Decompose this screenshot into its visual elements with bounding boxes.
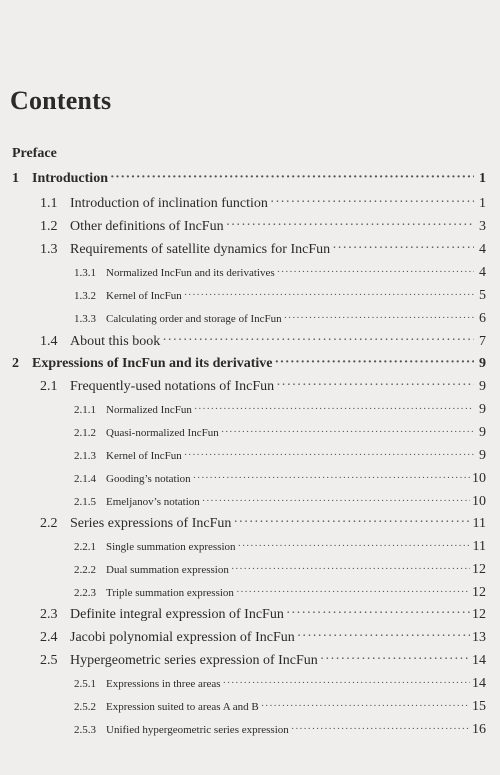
page-title: Contents [10,86,112,115]
toc-page-number: 11 [472,539,486,554]
toc-entry-2[interactable] [12,356,486,372]
dot-leader [275,355,475,369]
toc-page-number: 7 [479,334,486,349]
dot-leader [184,449,474,460]
toc-title: Other definitions of IncFun [70,219,224,234]
toc-page-number: 13 [472,630,486,645]
toc-entry-2-1-2[interactable] [74,425,486,441]
toc-number: 2.1.5 [74,496,96,508]
dot-leader [226,218,474,232]
dot-leader [223,677,470,688]
dot-leader [233,515,470,529]
toc-entry-2-1-1[interactable] [74,402,486,418]
toc-number: 2.1.3 [74,450,96,462]
toc-title: Expressions of IncFun and its derivative [32,356,273,371]
toc-number: 2.3 [40,607,58,622]
toc-number: 2.5.2 [74,701,96,713]
toc-title: Unified hypergeometric series expression [106,724,289,736]
dot-leader [320,652,470,666]
dot-leader [286,606,470,620]
toc-page-number: 14 [472,676,486,691]
toc-entry-2-5-1[interactable] [74,676,486,692]
toc-entry-2-2-3[interactable] [74,585,486,601]
toc-title: Requirements of satellite dynamics for IncFun [70,242,331,257]
toc-number: 2.2.2 [74,564,96,576]
toc-number: 1.3 [40,242,58,257]
dot-leader [202,495,470,506]
toc-entry-1-1[interactable] [40,196,486,212]
toc-title: Kernel of IncFun [106,450,182,462]
dot-leader [162,333,474,347]
toc-number: 2.5.1 [74,678,96,690]
toc-title: Kernel of IncFun [106,290,182,302]
dot-leader [277,266,474,277]
toc-number: 2 [12,356,19,371]
toc-page-number: 10 [472,494,486,509]
dot-leader [194,403,474,414]
toc-entry-2-2-1[interactable] [74,539,486,555]
toc-entry-2-1-3[interactable] [74,448,486,464]
toc-entry-2-1-5[interactable] [74,494,486,510]
toc-entry-1-3-3[interactable] [74,311,486,327]
dot-leader [193,472,470,483]
toc-title: Expression suited to areas A and B [106,701,259,713]
toc-number: 2.2.3 [74,587,96,599]
dot-leader [270,195,474,209]
toc-page-number: 9 [479,448,486,463]
toc-page-number: 1 [479,171,486,186]
toc-number: 2.2.1 [74,541,96,553]
toc-entry-2-2[interactable] [40,516,486,532]
toc-entry-1-3-1[interactable] [74,265,486,281]
toc-page-number: 11 [472,516,486,531]
toc-title: Introduction of inclination function [70,196,268,211]
toc-page-number: 14 [472,653,486,668]
toc-page-number: 9 [479,425,486,440]
toc-title: Gooding’s notation [106,473,191,485]
toc-entry-1-2[interactable] [40,219,486,235]
toc-number: 2.1.1 [74,404,96,416]
dot-leader [110,170,474,184]
toc-page-number: 12 [472,607,486,622]
dot-leader [238,540,471,551]
toc-title: Expressions in three areas [106,678,221,690]
toc-number: 1.3.2 [74,290,96,302]
toc-page-number: 10 [472,471,486,486]
toc-title: Jacobi polynomial expression of IncFun [70,630,295,645]
toc-title: Normalized IncFun [106,404,192,416]
toc-page-number: 12 [472,562,486,577]
toc-title: Calculating order and storage of IncFun [106,313,282,325]
toc-entry-2-1[interactable] [40,379,486,395]
toc-page-number: 16 [472,722,486,737]
toc-number: 1.3.1 [74,267,96,279]
toc-title: Quasi-normalized IncFun [106,427,219,439]
toc-number: 1.4 [40,334,58,349]
dot-leader [221,426,474,437]
toc-number: 2.1.2 [74,427,96,439]
dot-leader [261,700,470,711]
dot-leader [291,723,470,734]
toc-entry-1-3[interactable] [40,242,486,258]
toc-page-number: 4 [479,242,486,257]
toc-number: 1.1 [40,196,58,211]
toc-title: Series expressions of IncFun [70,516,232,531]
toc-title: Dual summation expression [106,564,229,576]
toc-number: 2.4 [40,630,58,645]
toc-number: 2.1 [40,379,58,394]
toc-number: 1 [12,171,19,186]
toc-page-number: 3 [479,219,486,234]
dot-leader [297,629,470,643]
toc-entry-2-4[interactable] [40,630,486,646]
toc-number: 1.2 [40,219,58,234]
toc-entry-1-3-2[interactable] [74,288,486,304]
toc-page-number: 4 [479,265,486,280]
dot-leader [332,241,474,255]
toc-title: Hypergeometric series expression of IncFun [70,653,318,668]
toc-entry-2-2-2[interactable] [74,562,486,578]
toc-title: Frequently-used notations of IncFun [70,379,275,394]
toc-entry-1-4[interactable] [40,334,486,350]
toc-entry-2-5-2[interactable] [74,699,486,715]
toc-entry-2-5[interactable] [40,653,486,669]
dot-leader [276,378,474,392]
dot-leader [231,563,470,574]
toc-entry-1[interactable] [12,171,486,187]
toc-title: Emeljanov’s notation [106,496,200,508]
toc-page-number: 9 [479,379,486,394]
toc-number: 2.5.3 [74,724,96,736]
toc-number: 2.2 [40,516,58,531]
toc-title: Single summation expression [106,541,236,553]
toc-page-number: 1 [479,196,486,211]
toc-number: 2.1.4 [74,473,96,485]
toc-page-number: 9 [479,402,486,417]
toc-entry-2-3[interactable] [40,607,486,623]
preface-entry[interactable]: Preface [12,146,57,161]
dot-leader [236,586,470,597]
toc-title: Triple summation expression [106,587,234,599]
toc-page-number: 9 [479,356,486,371]
toc-number: 1.3.3 [74,313,96,325]
toc-entry-2-1-4[interactable] [74,471,486,487]
toc-number: 2.5 [40,653,58,668]
toc-page-number: 15 [472,699,486,714]
toc-page-number: 6 [479,311,486,326]
toc-title: Normalized IncFun and its derivatives [106,267,275,279]
toc-page-number: 12 [472,585,486,600]
toc-title: Introduction [32,171,108,186]
toc-title: Definite integral expression of IncFun [70,607,284,622]
toc-title: About this book [70,334,161,349]
dot-leader [184,289,474,300]
toc-page-number: 5 [479,288,486,303]
toc-entry-2-5-3[interactable] [74,722,486,738]
dot-leader [284,312,474,323]
